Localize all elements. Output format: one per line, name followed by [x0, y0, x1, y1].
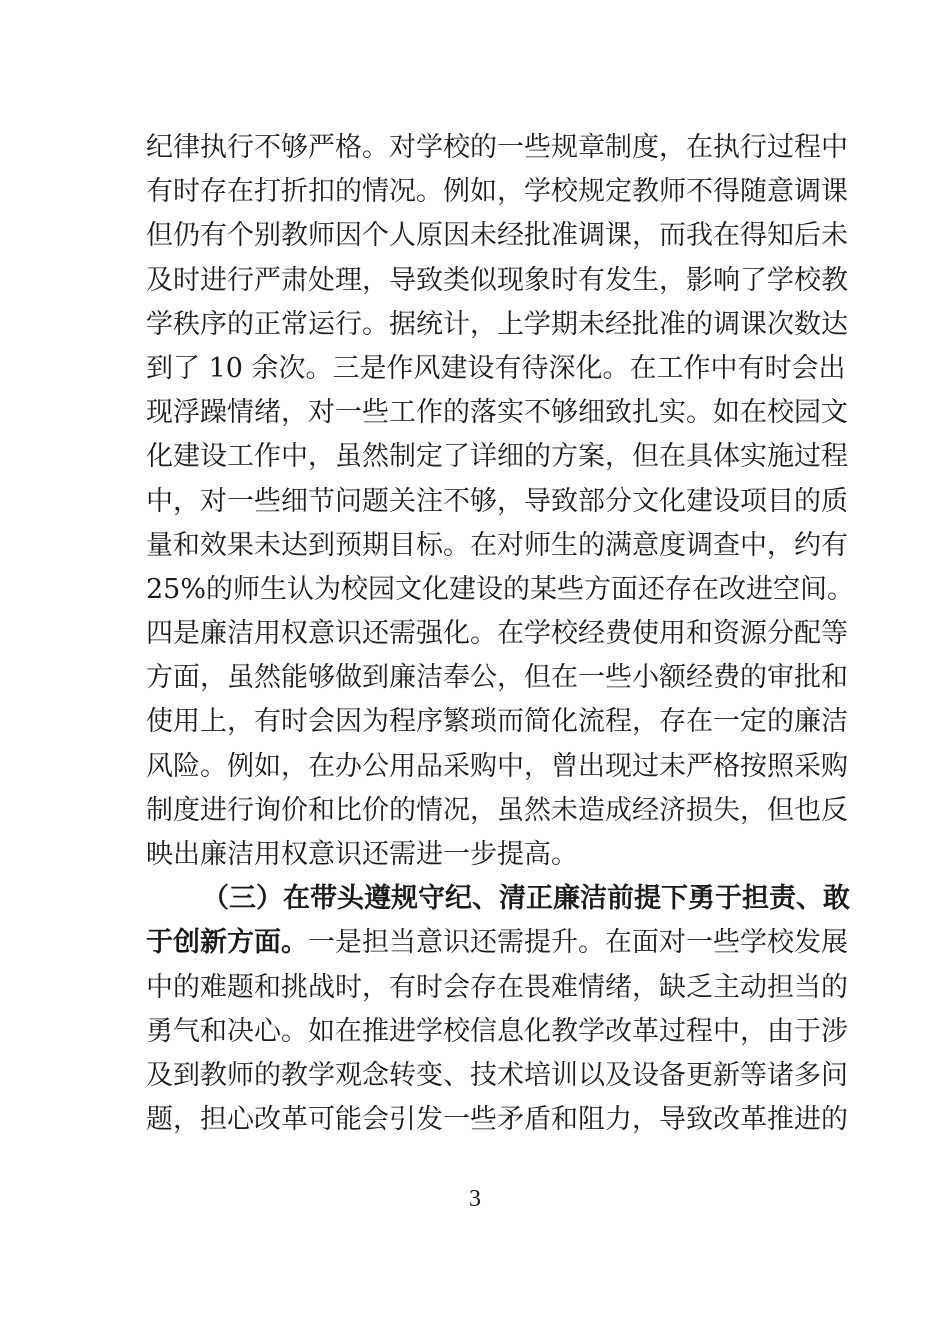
- text-line: 量和效果未达到预期目标。在对师生的满意度调查中，约有: [146, 529, 848, 561]
- section-heading-continuation: [146, 921, 848, 965]
- text-line: 学秩序的正常运行。据统计，上学期未经批准的调课次数达: [146, 308, 848, 340]
- text-line: 到了 10 余次。三是作风建设有待深化。在工作中有时会出: [146, 352, 846, 384]
- text-line: 制度进行询价和比价的情况，虽然未造成经济损失，但也反: [146, 794, 848, 826]
- page-number: 3: [469, 1186, 481, 1212]
- text-line: 有时存在打折扣的情况。例如，学校规定教师不得随意调课: [146, 176, 848, 208]
- section-heading-rest: 一是担当意识还需提升。在面对一些学校发展: [308, 927, 848, 959]
- text-line: 及时进行严肃处理，导致类似现象时有发生，影响了学校教: [146, 264, 848, 296]
- text-line: 使用上，有时会因为程序繁琐而简化流程，存在一定的廉洁: [146, 706, 848, 738]
- text-line: 题，担心改革可能会引发一些矛盾和阻力，导致改革推进的: [146, 1104, 848, 1136]
- body-text: [146, 126, 855, 1142]
- text-line: 四是廉洁用权意识还需强化。在学校经费使用和资源分配等: [146, 618, 848, 650]
- text-line: 及到教师的教学观念转变、技术培训以及设备更新等诸多问: [146, 1059, 848, 1091]
- text-line: 勇气和决心。如在推进学校信息化教学改革过程中，由于涉: [146, 1015, 848, 1047]
- text-line: 25%的师生认为校园文化建设的某些方面还存在改进空间。: [146, 573, 855, 605]
- text-line: 映出廉洁用权意识还需进一步提高。: [146, 839, 578, 870]
- text-line: 但仍有个别教师因个人原因未经批准调课，而我在得知后未: [146, 220, 848, 252]
- text-line: 方面，虽然能够做到廉洁奉公，但在一些小额经费的审批和: [146, 662, 848, 694]
- text-line: 中，对一些细节问题关注不够，导致部分文化建设项目的质: [146, 485, 848, 517]
- text-line: 现浮躁情绪，对一些工作的落实不够细致扎实。如在校园文: [146, 397, 848, 429]
- section-heading: （三）在带头遵规守纪、清正廉洁前提下勇于担责、敢: [202, 883, 850, 915]
- text-line: 中的难题和挑战时，有时会存在畏难情绪，缺乏主动担当的: [146, 971, 848, 1003]
- text-line: 风险。例如，在办公用品采购中，曾出现过未严格按照采购: [146, 750, 848, 782]
- section-heading-bold: 于创新方面。: [146, 927, 308, 959]
- text-line: 纪律执行不够严格。对学校的一些规章制度，在执行过程中: [146, 132, 848, 163]
- text-line: 化建设工作中，虽然制定了详细的方案，但在具体实施过程: [146, 441, 848, 473]
